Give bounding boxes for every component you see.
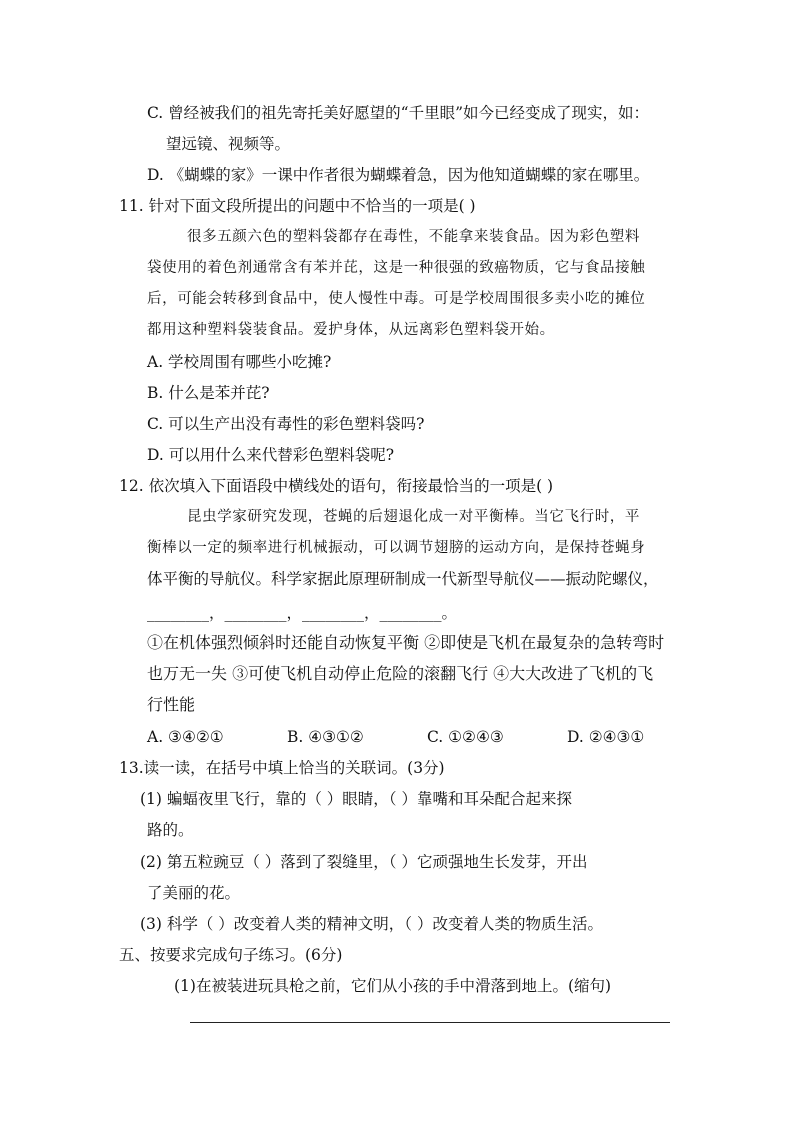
q11-passage-line: 很多五颜六色的塑料袋都存在毒性，不能拿来装食品。因为彩色塑料 (187, 229, 640, 245)
q13-item-line: (2) 第五粒豌豆（ ）落到了裂缝里，（ ）它顽强地生长发芽，开出 (140, 853, 588, 871)
q11-passage-line: 袋使用的着色剂通常含有苯并芘，这是一种很强的致癌物质，它与食品接触 (147, 260, 646, 276)
q13-item-line: 路的。 (147, 821, 194, 839)
q13-stem: 13.读一读，在括号中填上恰当的关联词。(3分) (119, 759, 445, 777)
q12-option-a: A. ③④②① (147, 728, 224, 746)
q12-choice-line: ①在机体强烈倾斜时还能自动恢复平衡 ②即使是飞机在最复杂的急转弯时 (147, 633, 665, 652)
q13-item-line: (3) 科学（ ）改变着人类的精神文明，（ ）改变着人类的物质生活。 (140, 915, 603, 933)
q11-option-d: D. 可以用什么来代替彩色塑料袋呢? (147, 446, 395, 464)
q13-item-line: (1) 蝙蝠夜里飞行，靠的（ ）眼睛，（ ）靠嘴和耳朵配合起来探 (140, 790, 572, 808)
q12-option-b: B. ④③①② (287, 728, 364, 746)
q12-choice-line: 行性能 (147, 695, 196, 714)
q13-item-line: 了美丽的花。 (147, 884, 241, 902)
q12-stem: 12. 依次填入下面语段中横线处的语句，衔接最恰当的一项是( ) (119, 477, 554, 495)
q10-option-c-line1: C. 曾经被我们的祖先寄托美好愿望的“千里眼”如今已经变成了现实，如： (147, 104, 650, 122)
q12-blanks-line: ________，________，________，________。 (147, 604, 458, 622)
q11-option-c: C. 可以生产出没有毒性的彩色塑料袋吗? (147, 415, 425, 433)
q12-passage-line: 昆虫学家研究发现，苍蝇的后翅退化成一对平衡棒。当它飞行时，平 (187, 509, 640, 525)
q11-passage-line: 后，可能会转移到食品中，使人慢性中毒。可是学校周围很多卖小吃的摊位 (147, 291, 646, 307)
q11-option-b: B. 什么是苯并芘? (147, 384, 270, 402)
q12-option-c: C. ①②④③ (427, 728, 504, 746)
q11-stem: 11. 针对下面文段所提出的问题中不恰当的一项是( ) (119, 197, 476, 215)
q12-passage-line: 衡棒以一定的频率进行机械振动，可以调节翅膀的运动方向，是保持苍蝇身 (147, 540, 646, 556)
q12-option-d: D. ②④③① (567, 728, 645, 746)
q12-passage-line: 体平衡的导航仪。科学家据此原理研制成一代新型导航仪——振动陀螺仪， (147, 570, 659, 588)
q11-passage-line: 都用这种塑料袋装食品。爱护身体，从远离彩色塑料袋开始。 (147, 322, 555, 338)
q10-option-d: D. 《蝴蝶的家》一课中作者很为蝴蝶着急，因为他知道蝴蝶的家在哪里。 (147, 166, 650, 184)
q11-option-a: A. 学校周围有哪些小吃摊? (147, 353, 332, 371)
q12-choice-line: 也万无一失 ③可使飞机自动停止危险的滚翻飞行 ④大大改进了飞机的飞 (147, 664, 654, 683)
section-5-item-1: (1)在被装进玩具枪之前，它们从小孩的手中滑落到地上。(缩句) (174, 977, 612, 995)
answer-line (190, 1022, 670, 1023)
section-5-title: 五、按要求完成句子练习。(6分) (119, 946, 343, 964)
q10-option-c-line2: 望远镜、视频等。 (166, 135, 291, 153)
